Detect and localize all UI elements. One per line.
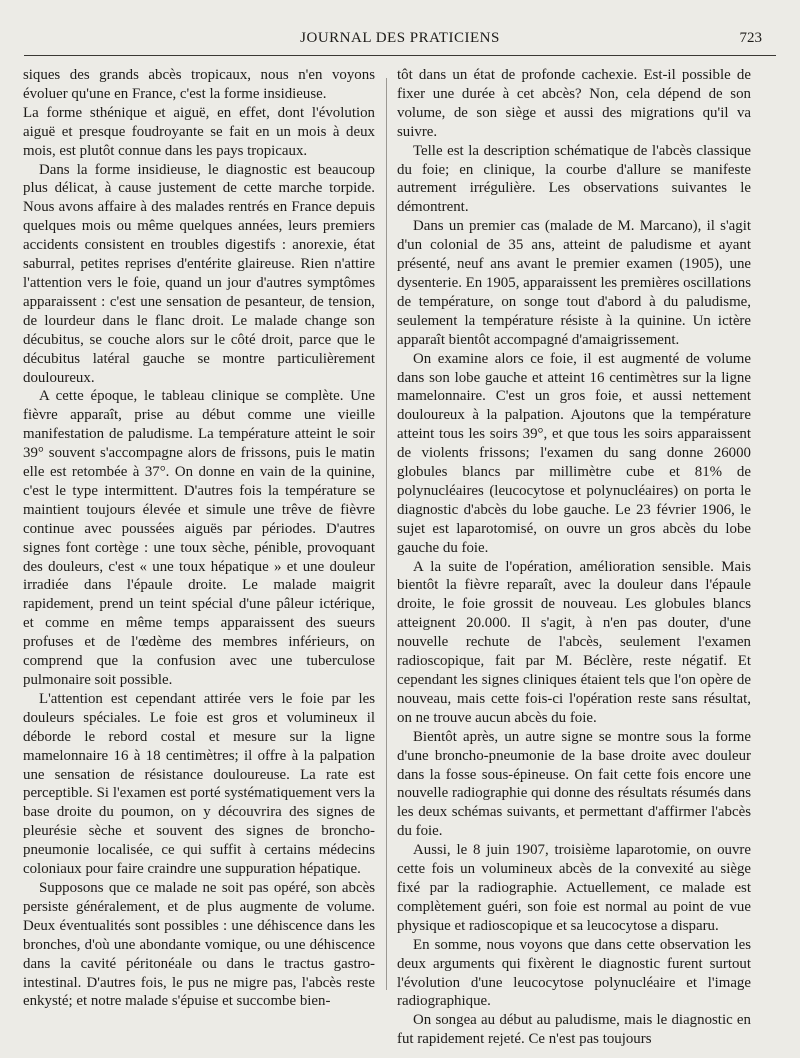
column-divider bbox=[386, 78, 387, 990]
paragraph: L'attention est cependant attirée vers le foie par les douleurs spéciales. Le foie est gros et volumineux il déborde le rebord costal et mesure sur la ligne mamelonnaire 16 à 18 centimètres; il offre à la palpation une sensation de résistance douloureuse. La rate est perceptible. Si l'examen est porté systématiquement vers la base droite du poumon, on y découvrira des signes de pleurésie sèche et souvent des signes de broncho-pneumonie localisée, ce qui suffit à certains médecins coloniaux pour faire craindre une suppuration hépatique. bbox=[23, 690, 375, 878]
left-column bbox=[23, 66, 375, 1011]
page-number: 723 bbox=[739, 30, 762, 46]
running-header bbox=[28, 30, 772, 52]
paragraph: Aussi, le 8 juin 1907, troisième laparotomie, on ouvre cette fois un volumineux abcès de la convexité au siège fixé par la radiographie. Actuellement, ce malade est complètement guéri, son foie est normal au point de vue physique et radioscopique et sa leucocytose a disparu. bbox=[397, 842, 751, 934]
header-rule bbox=[24, 55, 776, 56]
paragraph: On songea au début au paludisme, mais le diagnostic en fut rapidement rejeté. Ce n'est pas toujours bbox=[397, 1012, 751, 1048]
paragraph: On examine alors ce foie, il est augmenté de volume dans son lobe gauche et atteint 16 centimètres sur la ligne mamelonnaire. C'est un gros foie, et aussi nettement douloureux à la palpation. Ajoutons que la température atteint tous les soirs 39°, et que tous les soirs apparaissent de violents frissons; l'examen du sang donne 26000 globules blancs par millimètre cube et 81% de polynucléaires (leucocytose et polynucléaires) on porta le diagnostic d'abcès du lobe gauche. Le 23 février 1906, le sujet est laparotomisé, on ouvre un gros abcès du lobe gauche du foie. bbox=[397, 350, 751, 556]
paragraph: Dans la forme insidieuse, le diagnostic est beaucoup plus délicat, à cause justement de cette marche torpide. Nous avons affaire à des malades rentrés en France depuis quelques mois ou même quelques années, leurs premiers accidents consistent en troubles digestifs : anorexie, état saburral, petites reprises d'entérite glaireuse. Rien n'attire l'attention vers le foie, quand un jour d'autres symptômes apparaissent : c'est une sensation de pesanteur, de tension, de lourdeur dans le flanc droit. Le malade change son décubitus, se couche alors sur le côté droit, parce que le décubitus latéral gauche se montre particulièrement douloureux. bbox=[23, 161, 375, 386]
paragraph: Telle est la description schématique de l'abcès classique du foie; en clinique, la courbe d'allure se manifeste autrement irrégulière. Les observations suivantes le démontrent. bbox=[397, 142, 751, 216]
paragraph: tôt dans un état de profonde cachexie. Est-il possible de fixer une durée à cet abcès? Non, cela dépend de son volume, de son siège et aussi des migrations qu'il va suivre. bbox=[397, 67, 751, 140]
paragraph: Supposons que ce malade ne soit pas opéré, son abcès persiste généralement, et de plus augmente de volume. Deux éventualités sont possibles : une déhiscence dans les bronches, d'où une abondante vomique, ou une déhiscence dans la cavité péritonéale ou dans le tractus gastro-intestinal. D'autres fois, le pus ne migre pas, l'abcès reste enkysté; et notre malade s'épuise et succombe bien- bbox=[23, 879, 375, 1010]
right-column bbox=[397, 66, 751, 1049]
journal-title: JOURNAL DES PRATICIENS bbox=[300, 30, 500, 46]
paragraph: Bientôt après, un autre signe se montre sous la forme d'une broncho-pneumonie de la base droite avec douleur dans la fosse sous-épineuse. On fait cette fois encore une nouvelle radiographie qui donne des résultats résumés dans les deux schémas suivants, et permettant d'affirmer l'abcès du foie. bbox=[397, 728, 751, 840]
paragraph: A cette époque, le tableau clinique se complète. Une fièvre apparaît, prise au début comme une vieille manifestation de paludisme. La température atteint le soir 39° souvent s'accompagne alors de frissons, puis le matin elle est retombée à 37°. On donne en vain de la quinine, c'est le type intermittent. D'autres fois la température se maintient toujours élevée et simule une trêve de fièvre continue avec poussées aiguës par périodes. D'autres signes font cortège : une toux sèche, pénible, provoquant des douleurs, c'est « une toux hépatique » et une douleur irradiée dans l'épaule droite. Le malade maigrit rapidement, prend un teint spécial d'une pâleur ictérique, et comme en même temps apparaissent des sueurs profuses et de l'œdème des membres inférieurs, on comprend que la confusion avec une tuberculose pulmonaire soit possible. bbox=[23, 388, 375, 688]
paragraph: La forme sthénique et aiguë, en effet, dont l'évolution aiguë et presque foudroyante se fait en un mois à deux mois, est plutôt connue dans les pays tropicaux. bbox=[23, 104, 375, 159]
paragraph: En somme, nous voyons que dans cette observation les deux arguments qui fixèrent le diagnostic furent surtout l'évolution d'une leucocytose polynucléaire et l'image radiographique. bbox=[397, 936, 751, 1010]
paragraph: Dans un premier cas (malade de M. Marcano), il s'agit d'un colonial de 35 ans, atteint de paludisme et ayant présenté, neuf ans avant le premier examen (1905), une dysenterie. En 1905, apparaissent les premières oscillations de température, on songe tout d'abord à du paludisme, seulement la température résiste à la quinine. Un ictère apparaît bientôt accompagné d'amaigrissement. bbox=[397, 218, 751, 348]
paragraph: A la suite de l'opération, amélioration sensible. Mais bientôt la fièvre reparaît, avec la douleur dans l'épaule droite, le foie grossit de nouveau. Les globules blancs atteignent 20.000. Il s'agit, à n'en pas douter, d'une nouvelle rechute de l'abcès, seulement l'examen radioscopique, fait par M. Béclère, reste négatif. Et cependant les signes cliniques étaient tels que l'on opère de nouveau, mais cette fois-ci l'opération reste sans résultat, on ne trouve aucun abcès du foie. bbox=[397, 558, 751, 726]
paragraph: siques des grands abcès tropicaux, nous n'en voyons évoluer qu'une en France, c'est la forme insidieuse. bbox=[23, 67, 375, 102]
